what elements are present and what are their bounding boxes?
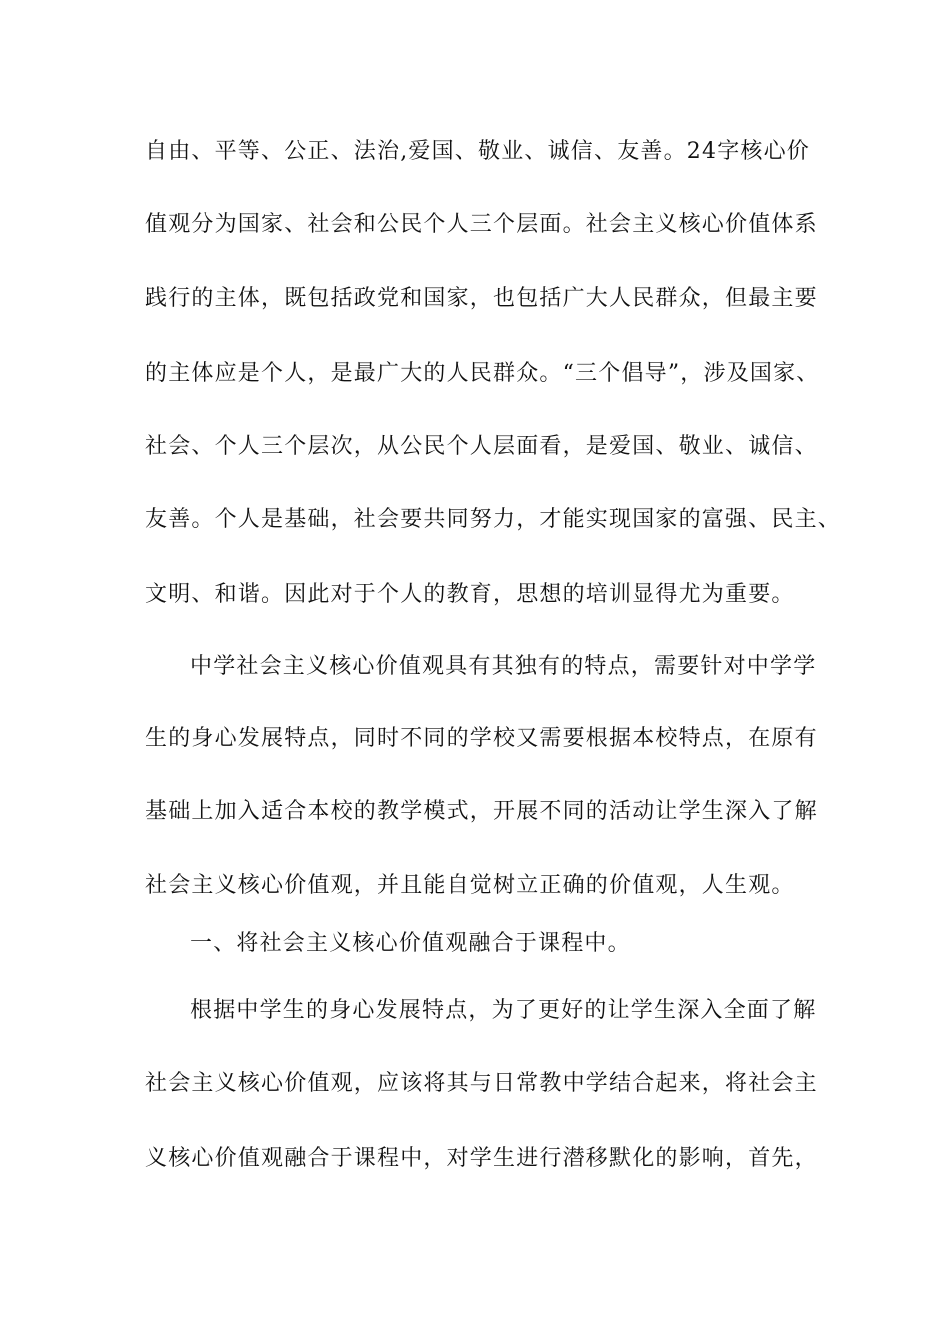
- text-line: 义核心价值观融合于课程中，对学生进行潜移默化的影响，首先，: [145, 1146, 818, 1171]
- text-line: 中学社会主义核心价值观具有其独有的特点，需要针对中学学: [190, 654, 817, 679]
- text-line: 践行的主体，既包括政党和国家，也包括广大人民群众，但最主要: [145, 286, 818, 311]
- text-line: 社会、个人三个层次，从公民个人层面看，是爱国、敬业、诚信、: [145, 434, 818, 459]
- text-line: 文明、和谐。因此对于个人的教育，思想的培训显得尤为重要。: [145, 582, 795, 607]
- text-line: 友善。个人是基础，社会要共同努力，才能实现国家的富强、民主、: [145, 507, 842, 532]
- text-line: 自由、平等、公正、法治,爱国、敬业、诚信、友善。24字核心价: [145, 139, 810, 164]
- text-line: 根据中学生的身心发展特点，为了更好的让学生深入全面了解: [190, 998, 817, 1023]
- text-line: 社会主义核心价值观，并且能自觉树立正确的价值观，人生观。: [145, 873, 795, 898]
- text-line: 的主体应是个人，是最广大的人民群众。“三个倡导”，涉及国家、: [145, 361, 820, 386]
- text-line: 值观分为国家、社会和公民个人三个层面。社会主义核心价值体系: [145, 212, 818, 237]
- text-line: 生的身心发展特点，同时不同的学校又需要根据本校特点，在原有: [145, 726, 818, 751]
- text-line: 基础上加入适合本校的教学模式，开展不同的活动让学生深入了解: [145, 799, 818, 824]
- section-heading: 一、将社会主义核心价值观融合于课程中。: [190, 931, 631, 956]
- text-line: 社会主义核心价值观，应该将其与日常教中学结合起来，将社会主: [145, 1071, 818, 1096]
